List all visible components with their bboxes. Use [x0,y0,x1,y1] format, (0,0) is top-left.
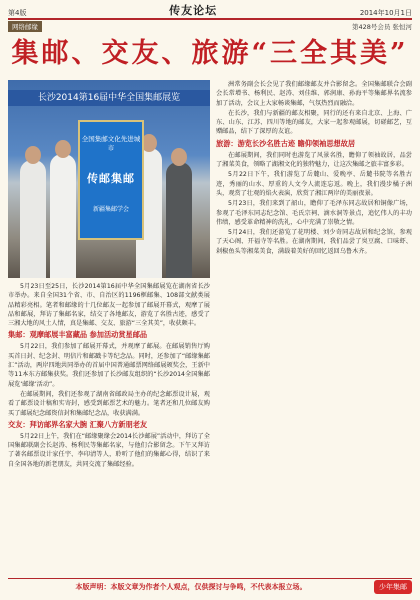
paragraph: 5月22日下午，我们游览了岳麓山、爱晚亭、岳麓书院等名胜古迹，秀丽的山水、厚重的人文令人流连忘返。晚上，我们漫步橘子洲头，观赏了壮观的焰火表演，欣赏了湘江两岸的美丽夜景。 [216,171,412,197]
paragraph: 5月22日上午，我们在“邮缘聚缘会2014长沙邮展”活动中，拜访了全国集邮联副会长赵涛、杨利民等集邮名家，与他们合影留念。下午又拜访了著名邮票设计家任宇、李印清等人，聆听了他们的集邮心得，结识了来自全国各地的新老朋友，共同交流了集邮经验。 [8,432,210,468]
person-head [171,148,187,166]
section-heading-friends: 交友：拜访邮界名家大腕 汇聚八方新朋老友 [8,419,148,429]
flag-line-1: 全国集邮文化先进城市 [81,135,141,152]
paragraph: 5月23日，我们来到了韶山，瞻仰了毛泽东同志故居和铜像广场，参观了毛泽东同志纪念馆、毛氏宗祠、滴水洞等景点，追忆伟人的丰功伟绩，感受革命精神的洗礼，心中充满了崇敬之情。 [216,200,412,226]
masthead: 传友论坛 [169,4,218,17]
person-figure [50,154,76,278]
paragraph: 在邮展期间，我们还参观了湖南省邮政局主办的纪念邮票设计展，观看了邮票设计稿和实寄封，感受到邮票艺术的魅力。笔者还和几位邮友购买了邮展纪念邮资信封和集邮纪念品，收获满满。 [8,390,210,417]
section-heading-stamps: 集邮：观摩邮展丰富藏品 参加活动赏星邮品 [8,330,148,340]
disclaimer: 本版声明：本版文章为作者个人观点，仅供探讨与争鸣，不代表本报立场。 [75,583,307,591]
flag-line-2: 传邮集邮 [87,172,135,185]
page-footer [8,578,412,595]
article-headline: 集邮、交友、旅游“三全其美” [11,38,409,69]
paragraph: 在长沙，我们与新疆的邮友相聚，同行的还有来自北京、上海、广东、山东、江苏、四川等地的邮友，大家一起参观邮展，切磋邮艺，互赠邮品，结下了深厚的友谊。 [216,109,412,136]
publication-logo: 少年集邮 [374,580,412,594]
article-right-column [216,80,412,573]
person-head [25,146,41,164]
person-figure [20,160,46,278]
section-heading-travel: 旅游：游览长沙名胜古迹 瞻仰领袖思想故居 [216,138,356,148]
person-head [55,140,71,158]
flag-line-3: 新疆集邮学会 [92,206,129,213]
paragraph: 5月24日，我们还游览了花明楼、刘少奇同志故居和纪念馆，参观了天心阁、开福寺等名胜。在湖南期间，我们品尝了臭豆腐、口味虾、剁椒鱼头等湘菜美食，满载着美好的回忆返回乌鲁木齐。 [216,229,412,255]
paragraph: 在邮展期间，我们同时也游览了风景名胜，瞻仰了领袖故居，品尝了湘菜美食，领略了湖湘文化的独特魅力，让这次集邮之旅丰富多彩。 [216,151,412,169]
paragraph: 5月22日，我们参加了邮展开幕式，并观摩了邮展。在邮展销售厅购买首日封、纪念封、明信片和邮戳卡等纪念品。同时，还参加了“邮缘集邮汇”活动，两岸四地共同举办的首届中国普通邮票网络邮展颁奖会，王新中等11本东方邮集获奖。我们还参加了长沙邮友组织的“长沙2014全国集邮展览‘邮缘’活动”。 [8,343,210,388]
sub-header [8,20,412,32]
page-header [8,2,412,20]
column-tag: 网络邮缘 [8,21,42,32]
article-left-column [8,282,210,573]
publication-date: 2014年10月1日 [359,9,412,17]
paragraph: 洲常务副会长会见了我们邮缘邮友并合影留念。全国集邮联合会副会长常增书、杨利民、赵涛、刘佳维、郭润康、孙海平等集邮界名流参加了活动，会议上大家畅谈集邮，气氛热烈而融洽。 [216,81,412,107]
paragraph: 5月23日至25日，长沙2014第16届中华全国集邮展览在湖南省长沙市举办。来自全国31个省、市、自治区的1196框邮集、108部文献类展品精彩亮相。笔者和邮缘的十几位邮友一起参加了邮展开幕式，观摩了展品和邮展，拜访了集邮名家，结交了各地邮友，游览了名胜古迹，感受了三湘大地的风土人情，真是集邮、交友、旅游“三全其美”，收获颇丰。 [8,283,210,328]
page-number: 第4版 [8,9,27,17]
author-info: 第428号会员 张恒河 [352,22,412,31]
society-flag [78,120,144,240]
person-figure [166,162,192,278]
photo-banner: 长沙2014第16届中华全国集邮展览 [8,90,210,106]
article-photo [8,80,210,278]
